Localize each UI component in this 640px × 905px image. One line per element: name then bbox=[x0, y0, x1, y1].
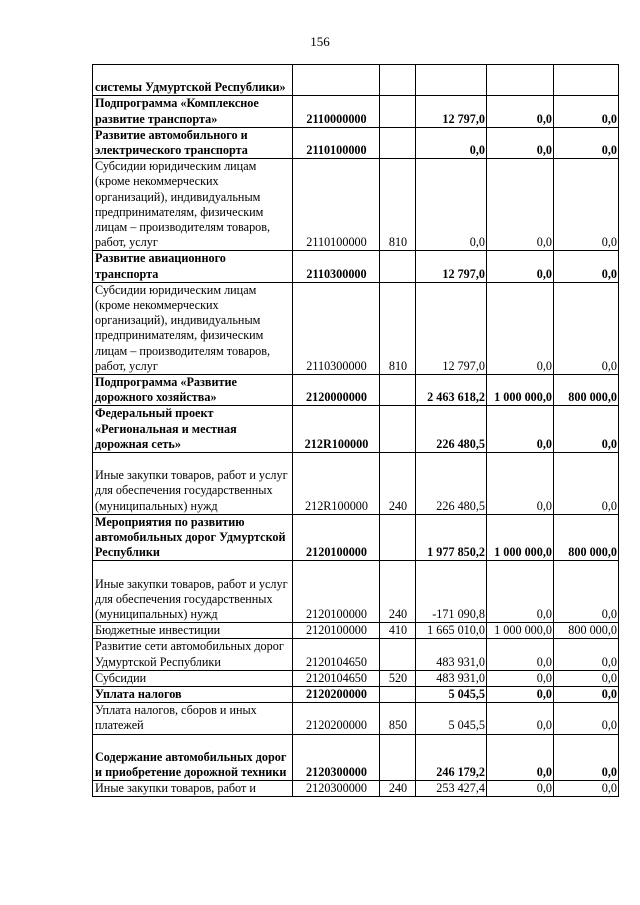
row-name-cell: Иные закупки товаров, работ и bbox=[93, 781, 293, 797]
row-name-cell: Уплата налогов, сборов и иных платежей bbox=[93, 703, 293, 734]
row-value-cell-1: 226 480,5 bbox=[416, 453, 487, 515]
row-value-cell-3 bbox=[554, 65, 619, 96]
row-name-cell: системы Удмуртской Республики» bbox=[93, 65, 293, 96]
row-name-cell: Развитие сети автомобильных дорог Удмуртской Республики bbox=[93, 639, 293, 670]
row-code-cell: 2110000000 bbox=[293, 96, 380, 127]
table-row bbox=[93, 703, 619, 734]
table-row bbox=[93, 670, 619, 686]
row-value-cell-3: 800 000,0 bbox=[554, 375, 619, 406]
row-value-cell-2: 0,0 bbox=[487, 734, 554, 781]
row-code-cell bbox=[293, 65, 380, 96]
row-code-cell: 2120100000 bbox=[293, 561, 380, 623]
row-value-cell-2: 0,0 bbox=[487, 639, 554, 670]
row-value-cell-1: 226 480,5 bbox=[416, 406, 487, 453]
row-name-cell: Мероприятия по развитию автомобильных дорог Удмуртской Республики bbox=[93, 514, 293, 561]
row-value-cell-3: 0,0 bbox=[554, 127, 619, 158]
table-row bbox=[93, 251, 619, 282]
row-expense-type-cell bbox=[380, 406, 416, 453]
row-code-cell: 2120104650 bbox=[293, 670, 380, 686]
row-code-cell: 2120104650 bbox=[293, 639, 380, 670]
row-value-cell-2: 0,0 bbox=[487, 127, 554, 158]
row-value-cell-3: 0,0 bbox=[554, 561, 619, 623]
row-value-cell-3: 0,0 bbox=[554, 734, 619, 781]
row-code-cell: 212R100000 bbox=[293, 406, 380, 453]
row-expense-type-cell: 410 bbox=[380, 623, 416, 639]
row-code-cell: 2120200000 bbox=[293, 687, 380, 703]
row-value-cell-3: 800 000,0 bbox=[554, 514, 619, 561]
row-value-cell-1: 1 665 010,0 bbox=[416, 623, 487, 639]
row-name-cell: Подпрограмма «Развитие дорожного хозяйства» bbox=[93, 375, 293, 406]
row-value-cell-2: 0,0 bbox=[487, 406, 554, 453]
row-value-cell-3: 0,0 bbox=[554, 251, 619, 282]
row-expense-type-cell: 240 bbox=[380, 781, 416, 797]
row-name-cell: Бюджетные инвестиции bbox=[93, 623, 293, 639]
row-value-cell-3: 0,0 bbox=[554, 96, 619, 127]
row-value-cell-2: 0,0 bbox=[487, 96, 554, 127]
row-value-cell-1: 246 179,2 bbox=[416, 734, 487, 781]
row-value-cell-3: 0,0 bbox=[554, 670, 619, 686]
row-expense-type-cell bbox=[380, 734, 416, 781]
row-value-cell-2: 1 000 000,0 bbox=[487, 623, 554, 639]
row-name-cell: Развитие авиационного транспорта bbox=[93, 251, 293, 282]
row-value-cell-2: 0,0 bbox=[487, 687, 554, 703]
table-row bbox=[93, 159, 619, 251]
row-value-cell-3: 0,0 bbox=[554, 159, 619, 251]
row-name-cell: Содержание автомобильных дорог и приобретение дорожной техники bbox=[93, 734, 293, 781]
row-code-cell: 2120100000 bbox=[293, 623, 380, 639]
budget-table bbox=[92, 64, 619, 797]
row-expense-type-cell bbox=[380, 687, 416, 703]
row-value-cell-1: 0,0 bbox=[416, 159, 487, 251]
row-expense-type-cell: 850 bbox=[380, 703, 416, 734]
row-value-cell-3: 0,0 bbox=[554, 406, 619, 453]
table-row bbox=[93, 127, 619, 158]
row-value-cell-2: 0,0 bbox=[487, 703, 554, 734]
row-name-cell: Иные закупки товаров, работ и услуг для обеспечения государственных (муниципальных) нужд bbox=[93, 453, 293, 515]
table-row bbox=[93, 687, 619, 703]
row-code-cell: 2110100000 bbox=[293, 159, 380, 251]
row-value-cell-1: 5 045,5 bbox=[416, 703, 487, 734]
row-expense-type-cell: 240 bbox=[380, 453, 416, 515]
row-value-cell-1: 253 427,4 bbox=[416, 781, 487, 797]
row-code-cell: 2110100000 bbox=[293, 127, 380, 158]
row-code-cell: 2120300000 bbox=[293, 781, 380, 797]
table-row bbox=[93, 375, 619, 406]
row-value-cell-1: 12 797,0 bbox=[416, 251, 487, 282]
table-row bbox=[93, 406, 619, 453]
row-value-cell-1: 5 045,5 bbox=[416, 687, 487, 703]
row-code-cell: 2120200000 bbox=[293, 703, 380, 734]
row-code-cell: 2120300000 bbox=[293, 734, 380, 781]
row-name-cell: Субсидии юридическим лицам (кроме некоммерческих организаций), индивидуальным предпринимателям, физическим лицам – производителям товаров, работ, услуг bbox=[93, 282, 293, 374]
row-value-cell-2: 0,0 bbox=[487, 159, 554, 251]
row-code-cell: 2120100000 bbox=[293, 514, 380, 561]
row-value-cell-1: 2 463 618,2 bbox=[416, 375, 487, 406]
row-name-cell: Субсидии bbox=[93, 670, 293, 686]
row-code-cell: 2110300000 bbox=[293, 251, 380, 282]
row-expense-type-cell: 520 bbox=[380, 670, 416, 686]
row-code-cell: 2110300000 bbox=[293, 282, 380, 374]
row-name-cell: Субсидии юридическим лицам (кроме некоммерческих организаций), индивидуальным предпринимателям, физическим лицам – производителям товаров, работ, услуг bbox=[93, 159, 293, 251]
table-row bbox=[93, 514, 619, 561]
row-value-cell-2: 0,0 bbox=[487, 282, 554, 374]
row-value-cell-2 bbox=[487, 65, 554, 96]
table-row bbox=[93, 96, 619, 127]
row-value-cell-2: 1 000 000,0 bbox=[487, 514, 554, 561]
row-expense-type-cell bbox=[380, 251, 416, 282]
row-value-cell-2: 0,0 bbox=[487, 670, 554, 686]
row-name-cell: Федеральный проект «Региональная и местная дорожная сеть» bbox=[93, 406, 293, 453]
row-value-cell-3: 0,0 bbox=[554, 781, 619, 797]
table-row bbox=[93, 561, 619, 623]
row-code-cell: 2120000000 bbox=[293, 375, 380, 406]
table-row bbox=[93, 623, 619, 639]
row-name-cell: Уплата налогов bbox=[93, 687, 293, 703]
row-value-cell-3: 0,0 bbox=[554, 282, 619, 374]
row-name-cell: Подпрограмма «Комплексное развитие транспорта» bbox=[93, 96, 293, 127]
row-expense-type-cell: 240 bbox=[380, 561, 416, 623]
table-row bbox=[93, 781, 619, 797]
row-expense-type-cell: 810 bbox=[380, 282, 416, 374]
row-expense-type-cell bbox=[380, 639, 416, 670]
row-name-cell: Иные закупки товаров, работ и услуг для обеспечения государственных (муниципальных) нужд bbox=[93, 561, 293, 623]
row-value-cell-1: 0,0 bbox=[416, 127, 487, 158]
row-expense-type-cell bbox=[380, 127, 416, 158]
row-value-cell-3: 0,0 bbox=[554, 453, 619, 515]
row-value-cell-1: 12 797,0 bbox=[416, 96, 487, 127]
row-expense-type-cell bbox=[380, 514, 416, 561]
row-value-cell-3: 0,0 bbox=[554, 639, 619, 670]
row-name-cell: Развитие автомобильного и электрического транспорта bbox=[93, 127, 293, 158]
row-value-cell-1: 12 797,0 bbox=[416, 282, 487, 374]
row-value-cell-2: 1 000 000,0 bbox=[487, 375, 554, 406]
row-value-cell-1: 483 931,0 bbox=[416, 670, 487, 686]
row-value-cell-2: 0,0 bbox=[487, 561, 554, 623]
table-row bbox=[93, 734, 619, 781]
row-value-cell-1: 483 931,0 bbox=[416, 639, 487, 670]
row-value-cell-2: 0,0 bbox=[487, 251, 554, 282]
row-value-cell-1: -171 090,8 bbox=[416, 561, 487, 623]
row-expense-type-cell bbox=[380, 65, 416, 96]
row-expense-type-cell: 810 bbox=[380, 159, 416, 251]
row-value-cell-1: 1 977 850,2 bbox=[416, 514, 487, 561]
row-value-cell-1 bbox=[416, 65, 487, 96]
row-value-cell-2: 0,0 bbox=[487, 781, 554, 797]
table-row bbox=[93, 282, 619, 374]
row-expense-type-cell bbox=[380, 96, 416, 127]
table-row bbox=[93, 453, 619, 515]
row-value-cell-3: 0,0 bbox=[554, 703, 619, 734]
row-value-cell-2: 0,0 bbox=[487, 453, 554, 515]
table-row bbox=[93, 639, 619, 670]
row-code-cell: 212R100000 bbox=[293, 453, 380, 515]
page-number: 156 bbox=[310, 34, 330, 49]
table-row bbox=[93, 65, 619, 96]
table-body bbox=[93, 65, 619, 797]
row-expense-type-cell bbox=[380, 375, 416, 406]
row-value-cell-3: 0,0 bbox=[554, 687, 619, 703]
row-value-cell-3: 800 000,0 bbox=[554, 623, 619, 639]
